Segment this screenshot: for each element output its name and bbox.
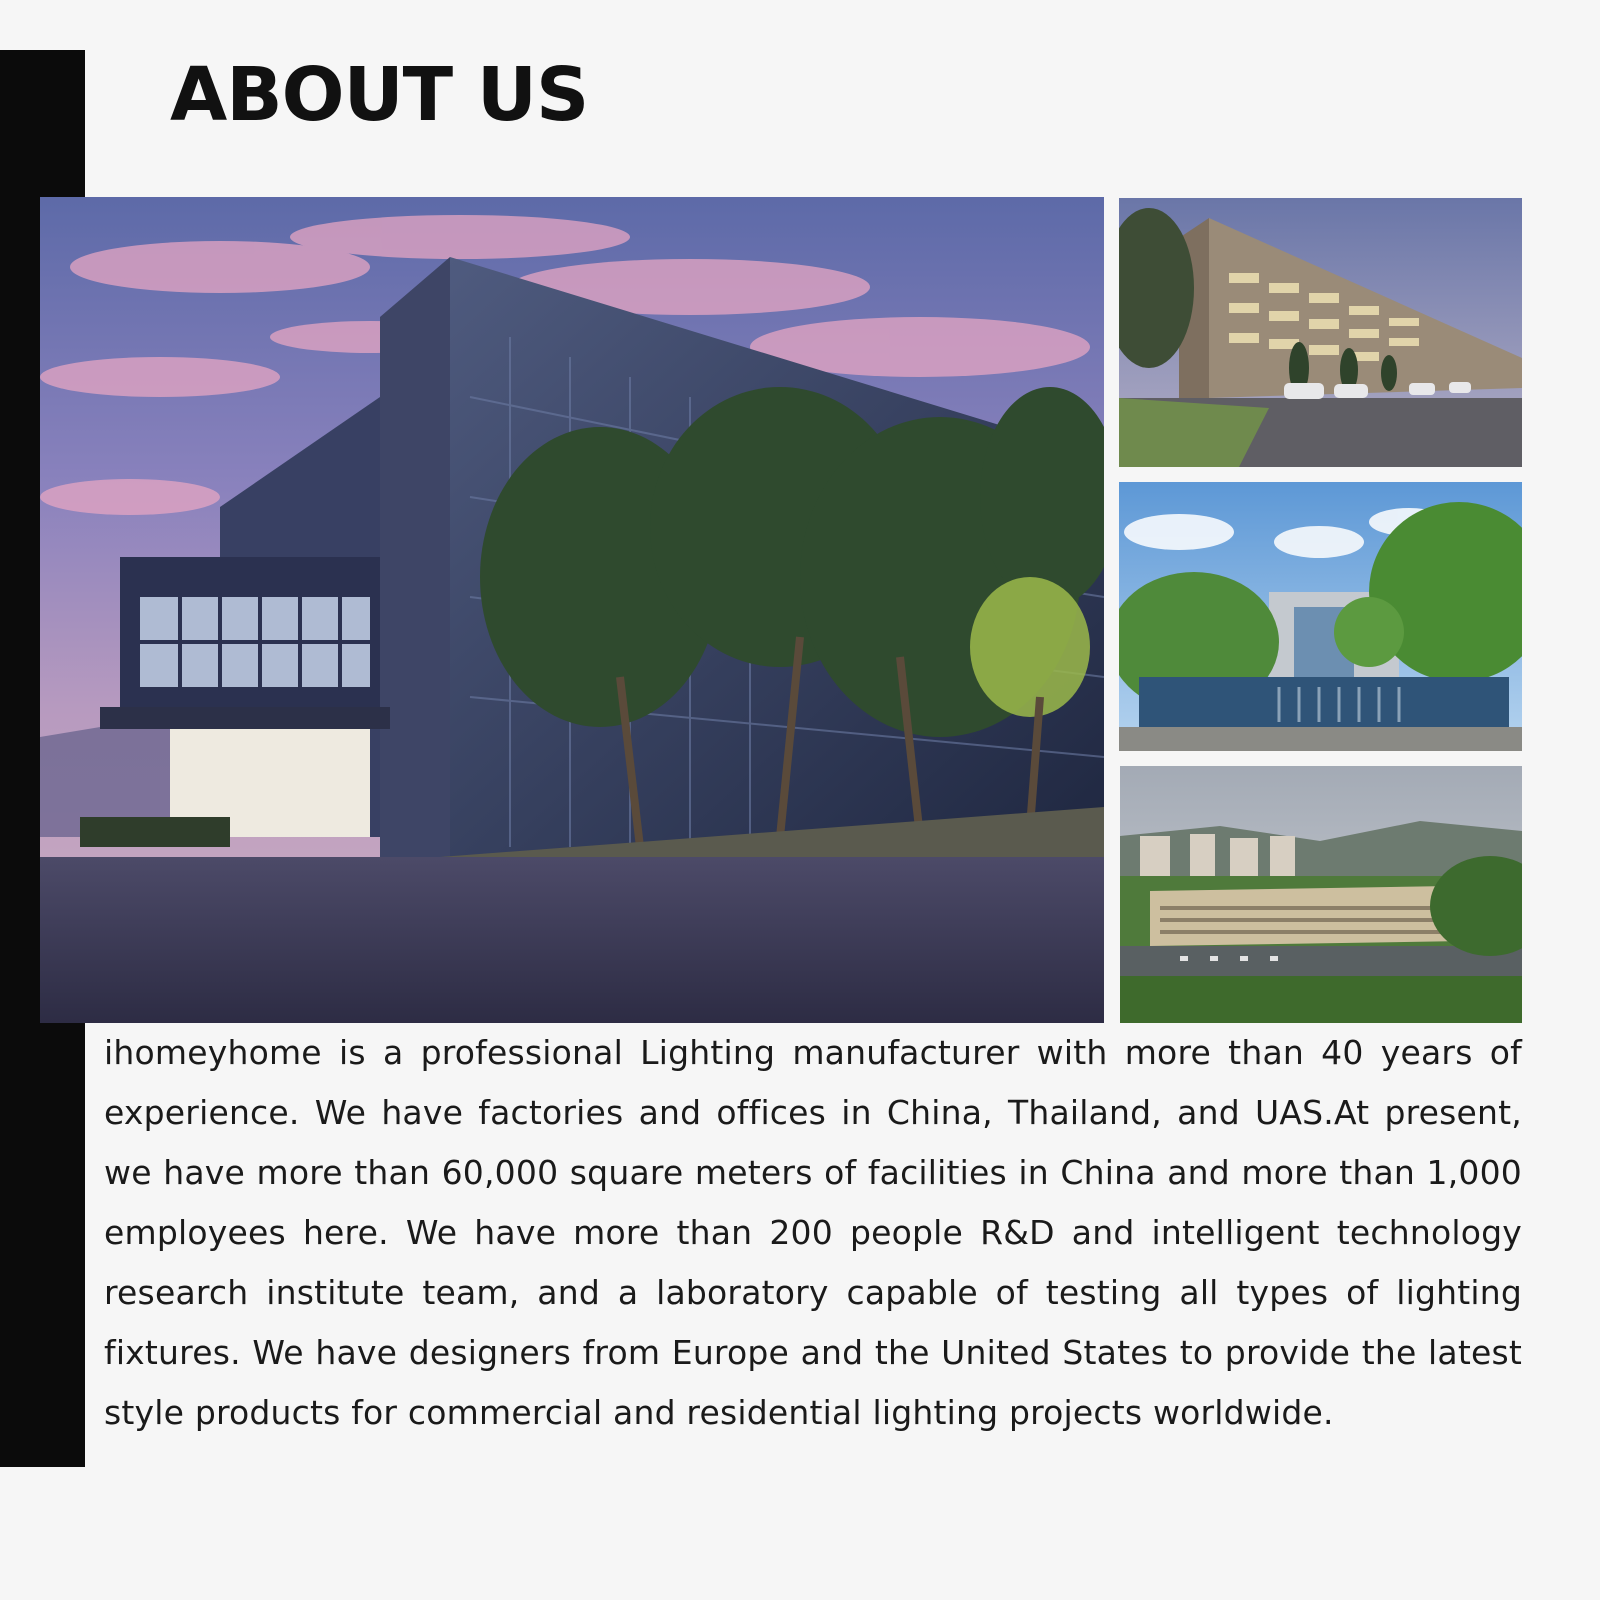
page-title: ABOUT US	[170, 52, 589, 138]
aerial-campus-photo	[1120, 766, 1522, 1023]
about-paragraph: ihomeyhome is a professional Lighting manufacturer with more than 40 years of experience. We have factories and offices in China, Thailand, and UAS.At present, we have more than 60,000 square meters of facilities in China and more than 1,000 employees here. We have more than 200 people R&D and intelligent technology research institute team, and a laboratory capable of testing all types of lighting fixtures. We have designers from Europe and the United States to provide the latest style products for commercial and residential lighting projects worldwide.	[104, 1033, 1522, 1432]
factory-gate-photo	[1119, 482, 1522, 751]
office-building-photo	[1119, 198, 1522, 467]
main-building-photo	[40, 197, 1104, 1023]
